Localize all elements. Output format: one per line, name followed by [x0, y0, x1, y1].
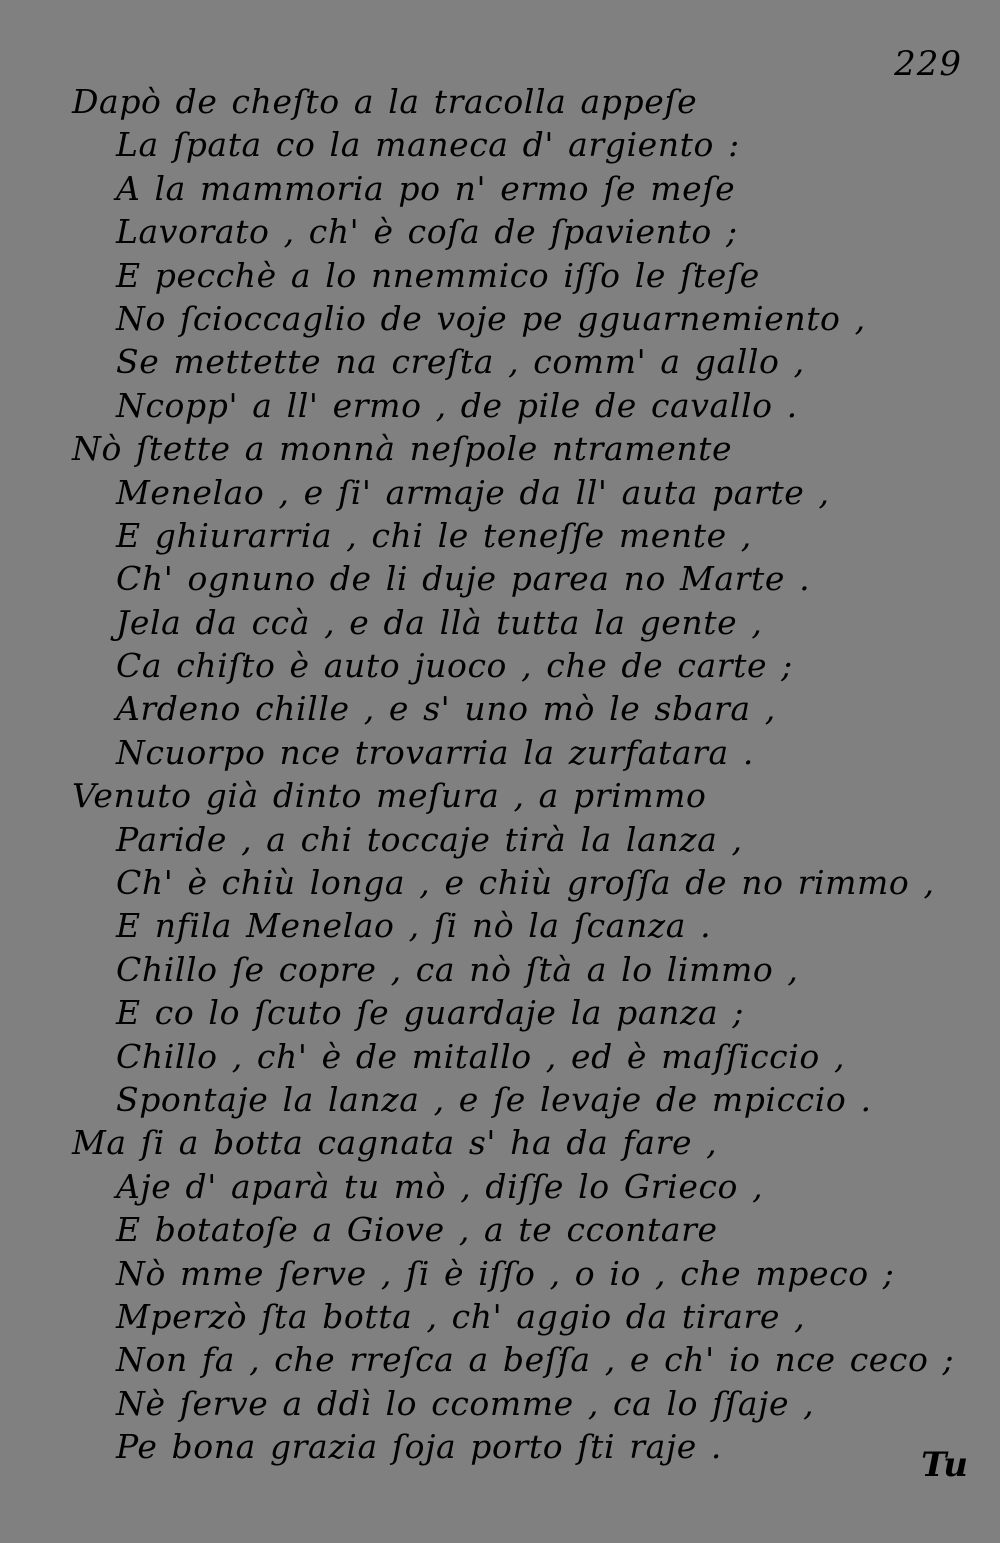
verse-line: Lavorato , ch' è coſa de ſpaviento ; — [116, 212, 738, 252]
verse-line: Paride , a chi toccaje tirà la lanza , — [116, 819, 743, 859]
stanza-3 — [72, 774, 952, 1121]
verse-line: Mperzò ſta botta , ch' aggio da tirare , — [116, 1296, 806, 1336]
verse-line: Nò ſtette a monnà neſpole ntramente — [72, 429, 733, 469]
verse-line: E co lo ſcuto ſe guardaje la panza ; — [116, 993, 745, 1033]
verse-line: Ncopp' a ll' ermo , de pile de cavallo . — [116, 385, 798, 425]
stanza-4 — [72, 1121, 955, 1468]
stanza-1 — [72, 80, 952, 427]
verse-line: Non fa , che rreſca a beſſa , e ch' io nce ceco ; — [116, 1340, 955, 1380]
page-number: 229 — [894, 44, 962, 84]
verse-line: Ch' è chiù longa , e chiù groſſa de no rimmo , — [116, 863, 935, 903]
verse-line: Ch' ognuno de li duje parea no Marte . — [116, 559, 811, 599]
verse-line: Aje d' aparà tu mò , diſſe lo Grieco , — [116, 1166, 764, 1206]
verse-line: Chillo , ch' è de mitallo , ed è maſſiccio , — [116, 1036, 846, 1076]
verse-line: E botatoſe a Giove , a te ccontare — [116, 1210, 718, 1250]
verse-line: Spontaje la lanza , e ſe levaje de mpiccio . — [116, 1079, 872, 1119]
verse-line: Ncuorpo nce trovarria la zurfatara . — [116, 732, 754, 772]
verse-line: Pe bona grazia ſoja porto ſti raje . — [116, 1427, 723, 1467]
stanza-2 — [72, 427, 952, 774]
verse-line: Nò mme ſerve , ſi è iſſo , o io , che mpeco ; — [116, 1253, 895, 1293]
verse-line: E pecchè a lo nnemmico iſſo le ſteſe — [116, 255, 760, 295]
verse-line: E ghiurarria , chi le teneſſe mente , — [116, 515, 752, 555]
verse-line: Nè ſerve a ddì lo ccomme , ca lo ſſaje , — [116, 1383, 815, 1423]
verse-line: La ſpata co la maneca d' argiento : — [116, 125, 740, 165]
verse-line: No ſcioccaglio de voje pe gguarnemiento , — [116, 298, 866, 338]
verse-line: Se mettette na creſta , comm' a gallo , — [116, 342, 805, 382]
verse-line: Dapò de cheſto a la tracolla appeſe — [72, 82, 698, 121]
catchword: Tu — [921, 1445, 968, 1485]
verse-line: Ardeno chille , e s' uno mò le sbara , — [116, 689, 776, 729]
verse-line: Menelao , e ſi' armaje da ll' auta parte , — [116, 472, 830, 512]
verse-line: Jela da ccà , e da llà tutta la gente , — [116, 602, 763, 642]
verse-line: Ca chiſto è auto juoco , che de carte ; — [116, 646, 793, 686]
poem-body — [72, 80, 955, 1469]
verse-line: Ma ſi a botta cagnata s' ha da fare , — [72, 1123, 718, 1163]
verse-line: A la mammoria po n' ermo ſe meſe — [116, 168, 736, 208]
verse-line: E nfila Menelao , ſi nò la ſcanza . — [116, 906, 712, 946]
verse-line: Chillo ſe copre , ca nò ſtà a lo limmo , — [116, 949, 799, 989]
verse-line: Venuto già dinto meſura , a primmo — [72, 776, 707, 816]
